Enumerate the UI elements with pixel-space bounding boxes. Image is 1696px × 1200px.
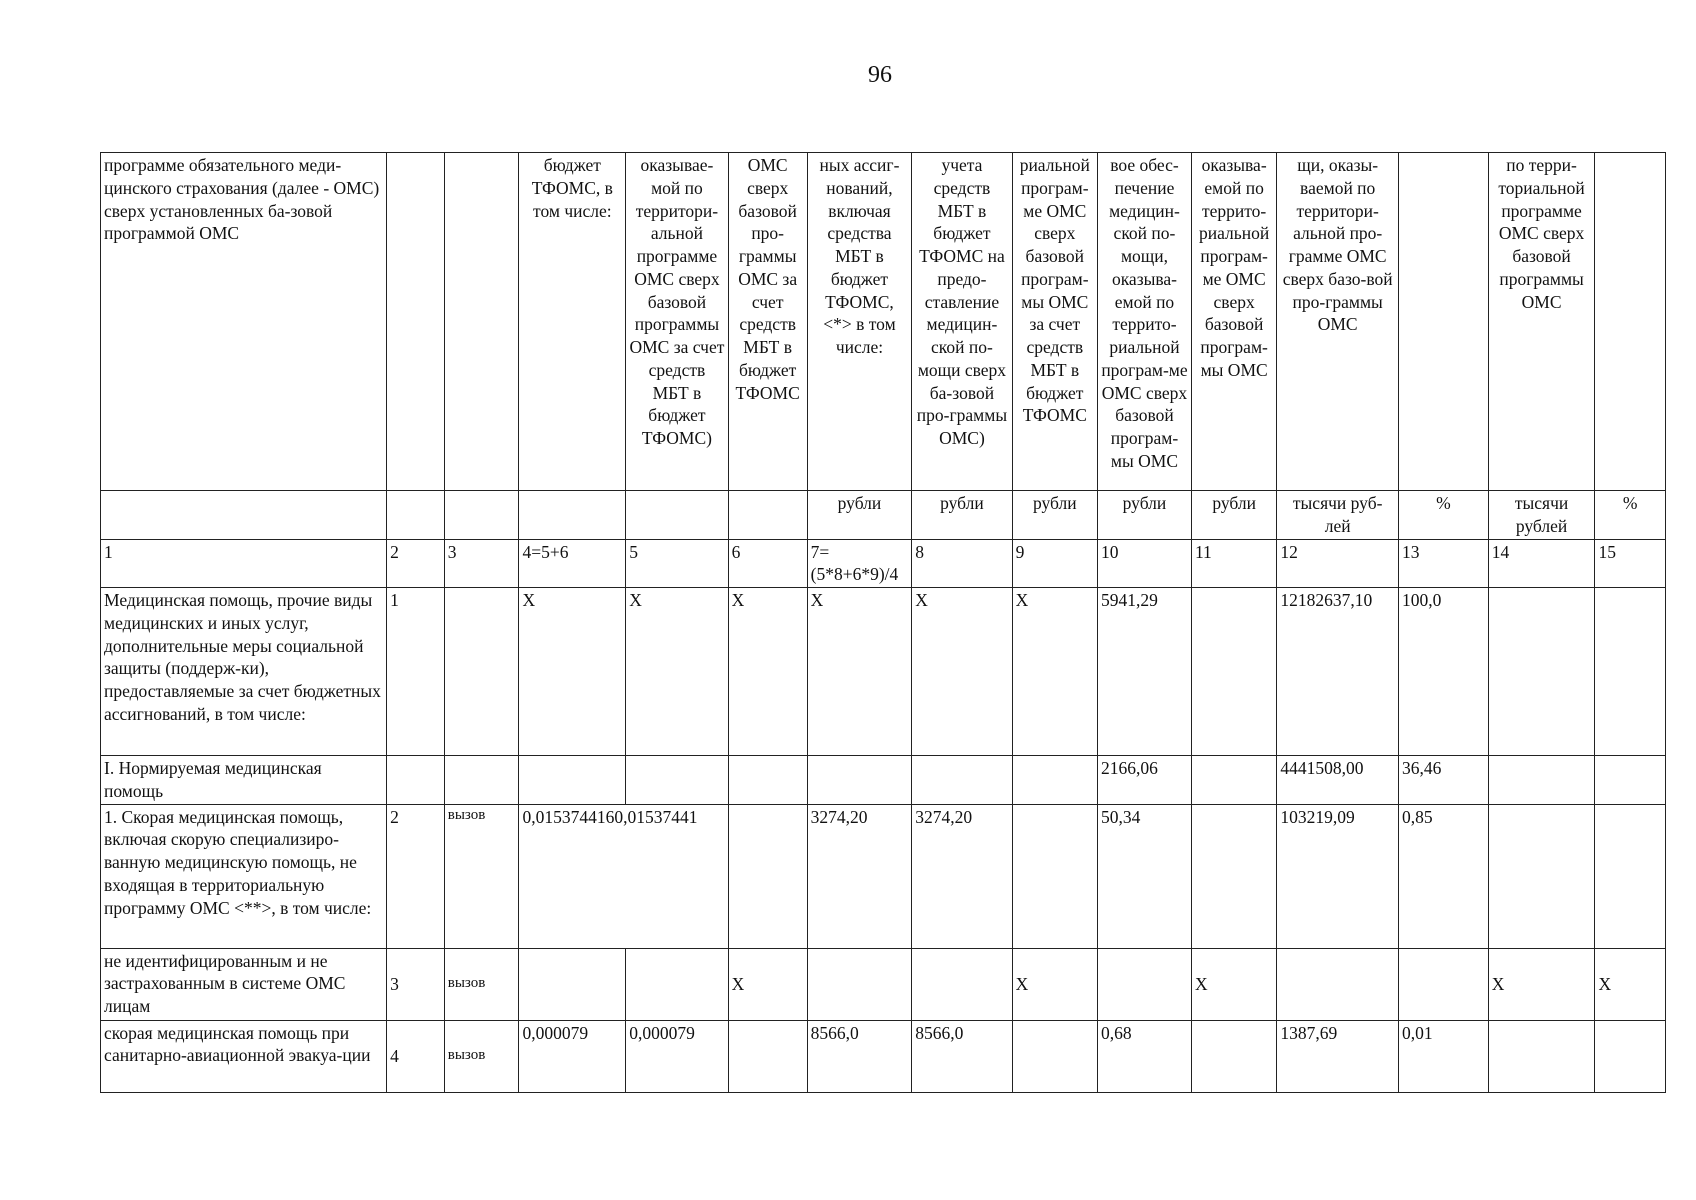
- table-cell: 1: [387, 588, 445, 756]
- table-cell: [1399, 948, 1489, 1020]
- unit-cell: [626, 491, 728, 540]
- table-cell: 36,46: [1399, 756, 1489, 805]
- table-cell: 0,85: [1399, 804, 1489, 948]
- table-cell: 50,34: [1098, 804, 1192, 948]
- header-cell: ных ассиг-нований, включая средства МБТ в бюджет ТФОМС, <*> в том числе:: [807, 153, 912, 491]
- header-cell: [1399, 153, 1489, 491]
- header-cell: ОМС сверх базовой про-граммы ОМС за счет средств МБТ в бюджет ТФОМС: [728, 153, 807, 491]
- table-cell: [1488, 588, 1595, 756]
- table-cell: 103219,09: [1277, 804, 1399, 948]
- row-label: не идентифицированным и не застрахованным в системе ОМС лицам: [101, 948, 387, 1020]
- unit-cell: рубли: [1191, 491, 1276, 540]
- column-number: 6: [728, 539, 807, 588]
- header-cell: вое обес-печение медицин-ской по-мощи, оказыва-емой по террито-риальной програм-ме ОМС сверх базовой програм-мы ОМС: [1098, 153, 1192, 491]
- column-number: 11: [1191, 539, 1276, 588]
- row-label: Медицинская помощь, прочие виды медицинских и иных услуг, дополнительные меры социальной защиты (поддерж-ки), предоставляемые за счет бюджетных ассигнований, в том числе:: [101, 588, 387, 756]
- column-number: 15: [1595, 539, 1666, 588]
- unit-cell: рубли: [1098, 491, 1192, 540]
- column-number: 14: [1488, 539, 1595, 588]
- column-number: 8: [912, 539, 1012, 588]
- header-cell: бюджет ТФОМС, в том числе:: [519, 153, 626, 491]
- unit-cell: [519, 491, 626, 540]
- header-cell: щи, оказы-ваемой по территори-альной про-грамме ОМС сверх базо-вой про-граммы ОМС: [1277, 153, 1399, 491]
- row-label: 1. Скорая медицинская помощь, включая скорую специализиро-ванную медицинскую помощь, не входящая в территориальную программу ОМС <**>, в том числе:: [101, 804, 387, 948]
- table-cell: X: [728, 948, 807, 1020]
- unit-cell: %: [1399, 491, 1489, 540]
- table-cell: 3274,20: [912, 804, 1012, 948]
- header-row: [101, 153, 1666, 491]
- column-number: 12: [1277, 539, 1399, 588]
- table-cell: 12182637,10: [1277, 588, 1399, 756]
- table-row: [101, 804, 1666, 948]
- unit-cell: [728, 491, 807, 540]
- header-cell: [444, 153, 519, 491]
- column-number: 2: [387, 539, 445, 588]
- table-cell: [1191, 1020, 1276, 1092]
- table-cell: [444, 588, 519, 756]
- header-cell: учета средств МБТ в бюджет ТФОМС на предо-ставление медицин-ской по-мощи сверх ба-зовой про-граммы ОМС): [912, 153, 1012, 491]
- table-cell: X: [1191, 948, 1276, 1020]
- table-cell: 2: [387, 804, 445, 948]
- table-cell: X: [1488, 948, 1595, 1020]
- table-cell: [1191, 588, 1276, 756]
- table-cell: X: [519, 588, 626, 756]
- table-cell: X: [912, 588, 1012, 756]
- table-cell: [807, 948, 912, 1020]
- unit-cell: рубли: [807, 491, 912, 540]
- table-cell: 8566,0: [807, 1020, 912, 1092]
- table-cell: X: [1012, 948, 1097, 1020]
- unit-cell: %: [1595, 491, 1666, 540]
- table-cell: X: [807, 588, 912, 756]
- table-cell: [1191, 804, 1276, 948]
- column-number: 5: [626, 539, 728, 588]
- unit-cell: рубли: [1012, 491, 1097, 540]
- table-cell: 1387,69: [1277, 1020, 1399, 1092]
- header-cell: риальной програм-ме ОМС сверх базовой програм-мы ОМС за счет средств МБТ в бюджет ТФОМС: [1012, 153, 1097, 491]
- table-cell: [519, 948, 626, 1020]
- table-cell: 0,000079: [626, 1020, 728, 1092]
- header-cell: [1595, 153, 1666, 491]
- table-cell: 5941,29: [1098, 588, 1192, 756]
- table-cell: [807, 756, 912, 805]
- table-cell: вызов: [444, 1020, 519, 1092]
- table-cell: [728, 756, 807, 805]
- table-cell: [444, 756, 519, 805]
- table-cell: [728, 1020, 807, 1092]
- table-row: [101, 756, 1666, 805]
- table-cell: [1098, 948, 1192, 1020]
- table-cell: 3: [387, 948, 445, 1020]
- table-cell: [1012, 804, 1097, 948]
- header-cell: [387, 153, 445, 491]
- table-cell: 0,000079: [519, 1020, 626, 1092]
- page-number: 96: [868, 62, 892, 88]
- table-row: [101, 1020, 1666, 1092]
- header-cell: оказыва-емой по террито-риальной програм-ме ОМС сверх базовой програм-мы ОМС: [1191, 153, 1276, 491]
- column-number: 9: [1012, 539, 1097, 588]
- table-cell: 2166,06: [1098, 756, 1192, 805]
- table-cell: [1595, 588, 1666, 756]
- table-cell: [1012, 756, 1097, 805]
- table-cell: X: [1595, 948, 1666, 1020]
- table-cell: X: [1012, 588, 1097, 756]
- header-cell: по терри-ториальной программе ОМС сверх базовой программы ОМС: [1488, 153, 1595, 491]
- column-number: 1: [101, 539, 387, 588]
- table-cell: [626, 756, 728, 805]
- table-cell: [1191, 756, 1276, 805]
- column-number: 10: [1098, 539, 1192, 588]
- table-row: [101, 948, 1666, 1020]
- column-number: 4=5+6: [519, 539, 626, 588]
- table-cell: 0,68: [1098, 1020, 1192, 1092]
- column-number: 3: [444, 539, 519, 588]
- table-cell: [1012, 1020, 1097, 1092]
- units-row: [101, 491, 1666, 540]
- table-cell: X: [728, 588, 807, 756]
- header-cell: оказывае-мой по территори-альной программе ОМС сверх базовой программы ОМС за счет средств МБТ в бюджет ТФОМС): [626, 153, 728, 491]
- unit-cell: рубли: [912, 491, 1012, 540]
- header-cell: программе обязательного меди-цинского страхования (далее - ОМС) сверх установленных ба-зовой программой ОМС: [101, 153, 387, 491]
- table-cell: 3274,20: [807, 804, 912, 948]
- table-cell: [1488, 804, 1595, 948]
- table-cell: [626, 948, 728, 1020]
- column-number: 13: [1399, 539, 1489, 588]
- unit-cell: тысячи руб-лей: [1277, 491, 1399, 540]
- column-number-row: [101, 539, 1666, 588]
- table-cell: 8566,0: [912, 1020, 1012, 1092]
- table-cell: [1488, 756, 1595, 805]
- table-cell: 4441508,00: [1277, 756, 1399, 805]
- row-label: скорая медицинская помощь при санитарно-авиационной эвакуа-ции: [101, 1020, 387, 1092]
- table-cell: [519, 756, 626, 805]
- table-cell: X: [626, 588, 728, 756]
- table-cell: 4: [387, 1020, 445, 1092]
- budget-table: [100, 152, 1666, 1093]
- table-row: [101, 588, 1666, 756]
- row-label: I. Нормируемая медицинская помощь: [101, 756, 387, 805]
- column-number: 7=(5*8+6*9)/4: [807, 539, 912, 588]
- table-cell: [1595, 756, 1666, 805]
- table-cell: [387, 756, 445, 805]
- table-cell: [728, 804, 807, 948]
- unit-cell: [387, 491, 445, 540]
- table-cell: [1488, 1020, 1595, 1092]
- table-cell: [912, 948, 1012, 1020]
- table-cell: [1277, 948, 1399, 1020]
- table-cell: [1595, 1020, 1666, 1092]
- table-cell: [1595, 804, 1666, 948]
- table-cell: 0,01: [1399, 1020, 1489, 1092]
- unit-cell: [101, 491, 387, 540]
- table-cell: [912, 756, 1012, 805]
- table-cell: вызов: [444, 948, 519, 1020]
- table-cell: вызов: [444, 804, 519, 948]
- table-cell: 0,0153744160,01537441: [519, 804, 728, 948]
- unit-cell: [444, 491, 519, 540]
- unit-cell: тысячи рублей: [1488, 491, 1595, 540]
- table-cell: 100,0: [1399, 588, 1489, 756]
